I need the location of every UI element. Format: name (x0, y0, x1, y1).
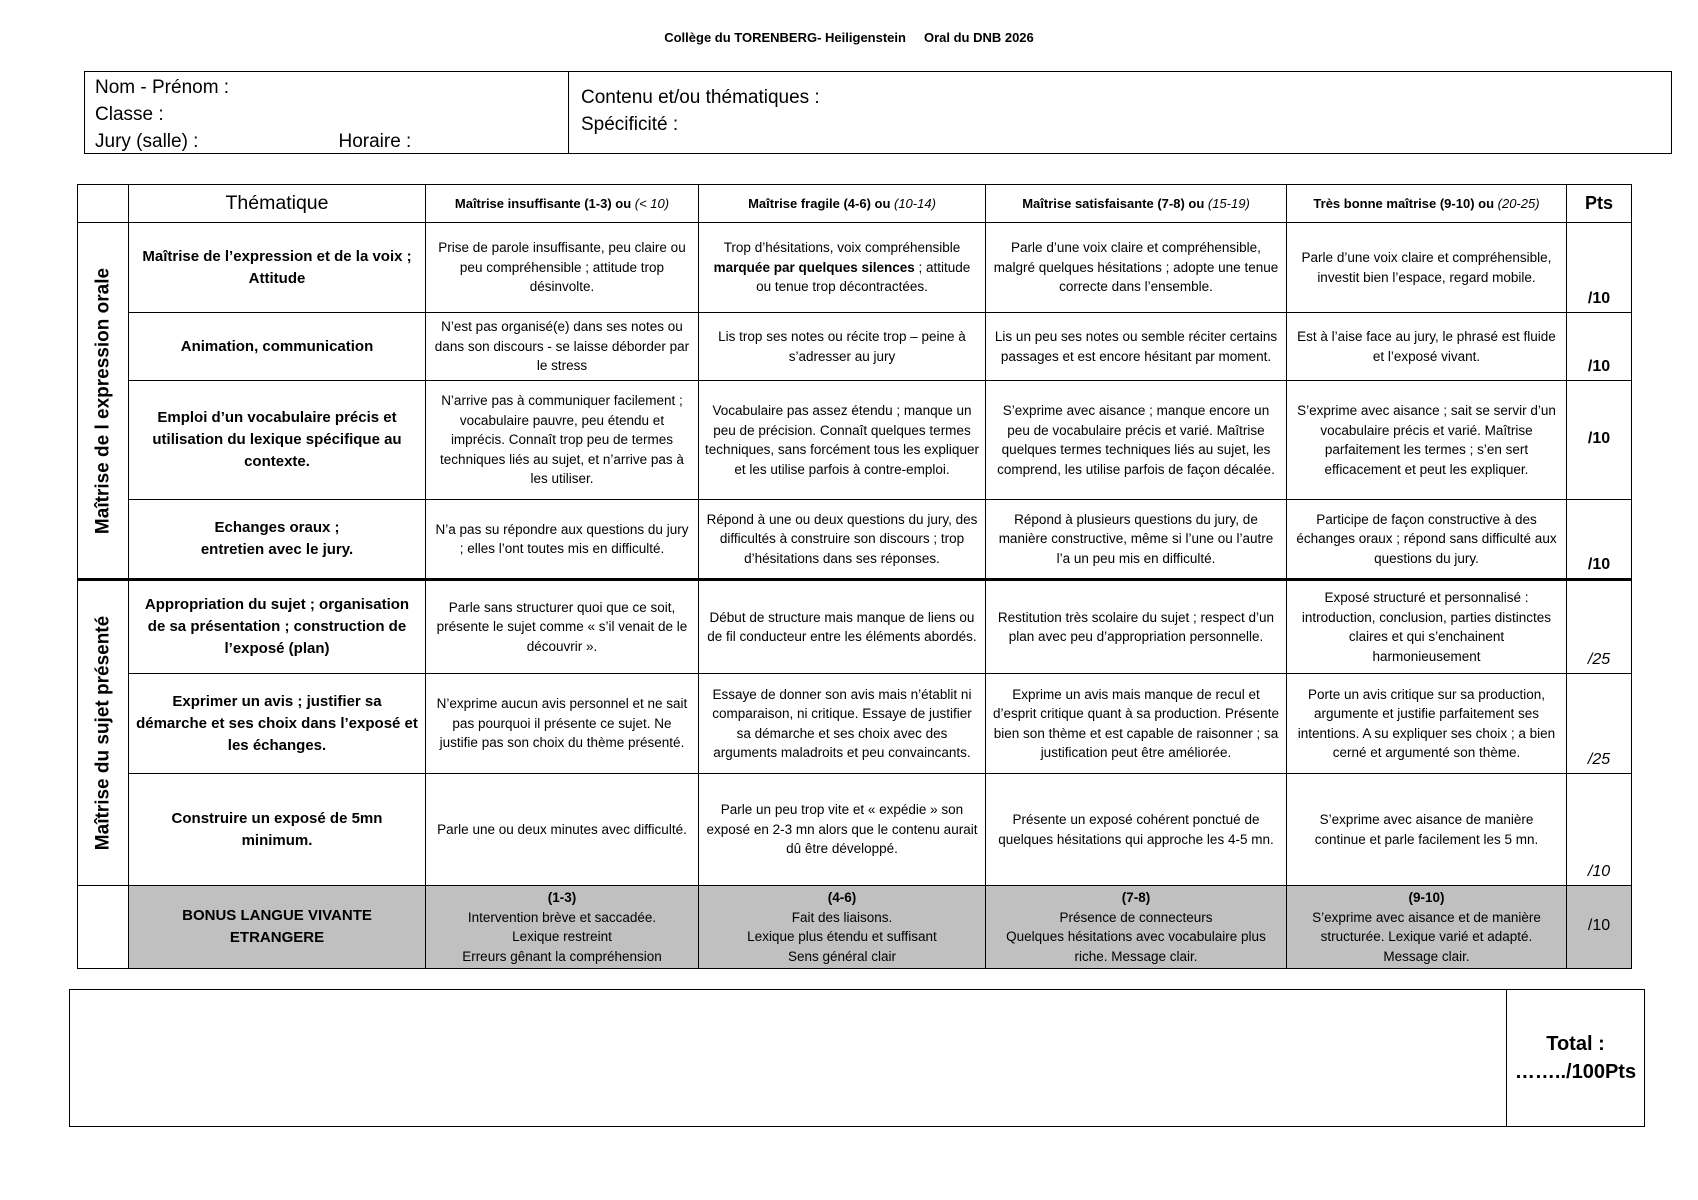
bonus-criterion: BONUS LANGUE VIVANTE ETRANGERE (129, 886, 426, 969)
level-2-cell: Trop d’hésitations, voix compréhensible marquée par quelques silences ; attitude ou tenue trop décontractées. (699, 223, 986, 313)
name-label: Nom - Prénom : (95, 77, 230, 98)
criterion-cell: Exprimer un avis ; justifier sa démarche et ses choix dans l’exposé et les échanges. (129, 674, 426, 774)
points-cell: /10 (1567, 223, 1632, 313)
table-row (78, 223, 1632, 313)
level-3-cell: Répond à plusieurs questions du jury, de manière constructive, même si l’une ou l’autre l’a un peu mis en difficulté. (986, 500, 1287, 580)
student-info-left (85, 72, 569, 153)
points-cell: /10 (1567, 500, 1632, 580)
jury-label: Jury (salle) : (95, 131, 199, 152)
total-value: ……../100Pts (1514, 1061, 1637, 1083)
level-4-cell: Est à l’aise face au jury, le phrasé est fluide et l’exposé vivant. (1287, 313, 1567, 381)
total-label: Total : (1546, 1033, 1605, 1055)
table-row (78, 774, 1632, 886)
level-3-cell: S’exprime avec aisance ; manque encore un peu de vocabulaire précis et varié. Maîtrise quelques termes techniques liés au sujet, les comprend, les utilise parfois de façon décalée. (986, 381, 1287, 500)
level-1-cell: Parle sans structurer quoi que ce soit, présente le sujet comme « s’il venait de le découvrir ». (426, 580, 699, 674)
level-2-cell: Début de structure mais manque de liens ou de fil conducteur entre les éléments abordés. (699, 580, 986, 674)
content-label: Contenu et/ou thématiques : (581, 87, 820, 108)
level-4-cell: Parle d’une voix claire et compréhensible, investit bien l’espace, regard mobile. (1287, 223, 1567, 313)
section-subject: Maîtrise du sujet présenté (78, 580, 129, 886)
level-4-cell: Exposé structuré et personnalisé : introduction, conclusion, parties distinctes claires et qui s’enchainent harmonieusement (1287, 580, 1567, 674)
level-3-cell: Restitution très scolaire du sujet ; respect d’un plan avec peu d’appropriation personnelle. (986, 580, 1287, 674)
level-1-cell: N’a pas su répondre aux questions du jury ; elles l’ont toutes mis en difficulté. (426, 500, 699, 580)
table-row (78, 500, 1632, 580)
level-4-cell: S’exprime avec aisance ; sait se servir d’un vocabulaire précis et varié. Maîtrise parfaitement les termes ; s’en sert efficacement et peut les expliquer. (1287, 381, 1567, 500)
points-cell: /10 (1567, 381, 1632, 500)
level-3-cell: Lis un peu ses notes ou semble réciter certains passages et est encore hésitant par moment. (986, 313, 1287, 381)
bonus-level-2: (4-6) Fait des liaisons. Lexique plus étendu et suffisant Sens général clair (699, 886, 986, 969)
student-info-box (84, 71, 1672, 154)
bonus-level-4: (9-10) S’exprime avec aisance et de manière structurée. Lexique varié et adapté. Message clair. (1287, 886, 1567, 969)
level-1-cell: N’arrive pas à communiquer facilement ; vocabulaire pauvre, peu étendu et imprécis. Connaît trop peu de termes techniques liés au sujet, et n’arrive pas à les utiliser. (426, 381, 699, 500)
level-4-cell: Participe de façon constructive à des échanges oraux ; répond sans difficulté aux questions du jury. (1287, 500, 1567, 580)
comments-area (70, 990, 1507, 1126)
specificity-label: Spécificité : (581, 114, 679, 135)
points-cell: /25 (1567, 580, 1632, 674)
table-row (78, 381, 1632, 500)
criterion-cell: Echanges oraux ; entretien avec le jury. (129, 500, 426, 580)
corner-cell (78, 185, 129, 223)
bonus-points: /10 (1567, 886, 1632, 969)
level-2-cell: Vocabulaire pas assez étendu ; manque un peu de précision. Connaît quelques termes techniques, sans forcément tous les expliquer et les utilise parfois à contre-emploi. (699, 381, 986, 500)
class-label: Classe : (95, 104, 164, 125)
points-cell: /10 (1567, 313, 1632, 381)
table-row (78, 674, 1632, 774)
level-1-cell: N’est pas organisé(e) dans ses notes ou dans son discours - se laisse déborder par le stress (426, 313, 699, 381)
bonus-level-3: (7-8) Présence de connecteurs Quelques hésitations avec vocabulaire plus riche. Message clair. (986, 886, 1287, 969)
level-4-cell: S’exprime avec aisance de manière continue et parle facilement les 5 mn. (1287, 774, 1567, 886)
col-level-2: Maîtrise fragile (4-6) ou (10-14) (699, 185, 986, 223)
level-1-cell: Parle une ou deux minutes avec difficulté. (426, 774, 699, 886)
total-cell (1507, 990, 1644, 1126)
table-row (78, 313, 1632, 381)
col-level-3: Maîtrise satisfaisante (7-8) ou (15-19) (986, 185, 1287, 223)
level-3-cell: Exprime un avis mais manque de recul et d’esprit critique quant à sa production. Présente bien son thème et est capable de raisonner ; sa justification peut être améliorée. (986, 674, 1287, 774)
criterion-cell: Maîtrise de l’expression et de la voix ; Attitude (129, 223, 426, 313)
exam-title: Oral du DNB 2026 (923, 30, 1034, 45)
bonus-row (78, 886, 1632, 969)
level-2-cell: Parle un peu trop vite et « expédie » son exposé en 2-3 mn alors que le contenu aurait dû être développé. (699, 774, 986, 886)
bonus-level-1: (1-3) Intervention brève et saccadée. Lexique restreint Erreurs gênant la compréhension (426, 886, 699, 969)
level-1-cell: N’exprime aucun avis personnel et ne sait pas pourquoi il présente ce sujet. Ne justifie pas son choix du thème présenté. (426, 674, 699, 774)
school-name: Collège du TORENBERG- Heiligenstein (664, 30, 906, 45)
criterion-cell: Construire un exposé de 5mn minimum. (129, 774, 426, 886)
col-level-1: Maîtrise insuffisante (1-3) ou (< 10) (426, 185, 699, 223)
evaluation-grid (77, 184, 1632, 969)
criterion-cell: Emploi d’un vocabulaire précis et utilisation du lexique spécifique au contexte. (129, 381, 426, 500)
level-3-cell: Parle d’une voix claire et compréhensible, malgré quelques hésitations ; adopte une tenue correcte dans l’ensemble. (986, 223, 1287, 313)
level-2-cell: Lis trop ses notes ou récite trop – peine à s’adresser au jury (699, 313, 986, 381)
col-thematique: Thématique (129, 185, 426, 223)
points-cell: /10 (1567, 774, 1632, 886)
grid-header-row (78, 185, 1632, 223)
criterion-cell: Animation, communication (129, 313, 426, 381)
col-level-4: Très bonne maîtrise (9-10) ou (20-25) (1287, 185, 1567, 223)
points-cell: /25 (1567, 674, 1632, 774)
level-3-cell: Présente un exposé cohérent ponctué de quelques hésitations qui approche les 4-5 mn. (986, 774, 1287, 886)
jury-row (95, 128, 558, 155)
col-pts: Pts (1567, 185, 1632, 223)
criterion-cell: Appropriation du sujet ; organisation de sa présentation ; construction de l’exposé (plan) (129, 580, 426, 674)
level-4-cell: Porte un avis critique sur sa production, argumente et justifie parfaitement ses intentions. A su expliquer ses choix ; a bien cerné et argumenté son thème. (1287, 674, 1567, 774)
student-info-right (569, 72, 1671, 153)
table-row (78, 580, 1632, 674)
total-box (69, 989, 1645, 1127)
level-2-cell: Répond à une ou deux questions du jury, des difficultés à construire son discours ; trop d’hésitations dans ses réponses. (699, 500, 986, 580)
section-oral-expression: Maîtrise de l expression orale (78, 223, 129, 580)
level-2-cell: Essaye de donner son avis mais n’établit ni comparaison, ni critique. Essaye de justifier sa démarche et ses choix avec des arguments maladroits et peu convaincants. (699, 674, 986, 774)
page-header (0, 30, 1698, 45)
level-1-cell: Prise de parole insuffisante, peu claire ou peu compréhensible ; attitude trop désinvolte. (426, 223, 699, 313)
time-label: Horaire : (338, 131, 412, 152)
bonus-side-cell (78, 886, 129, 969)
